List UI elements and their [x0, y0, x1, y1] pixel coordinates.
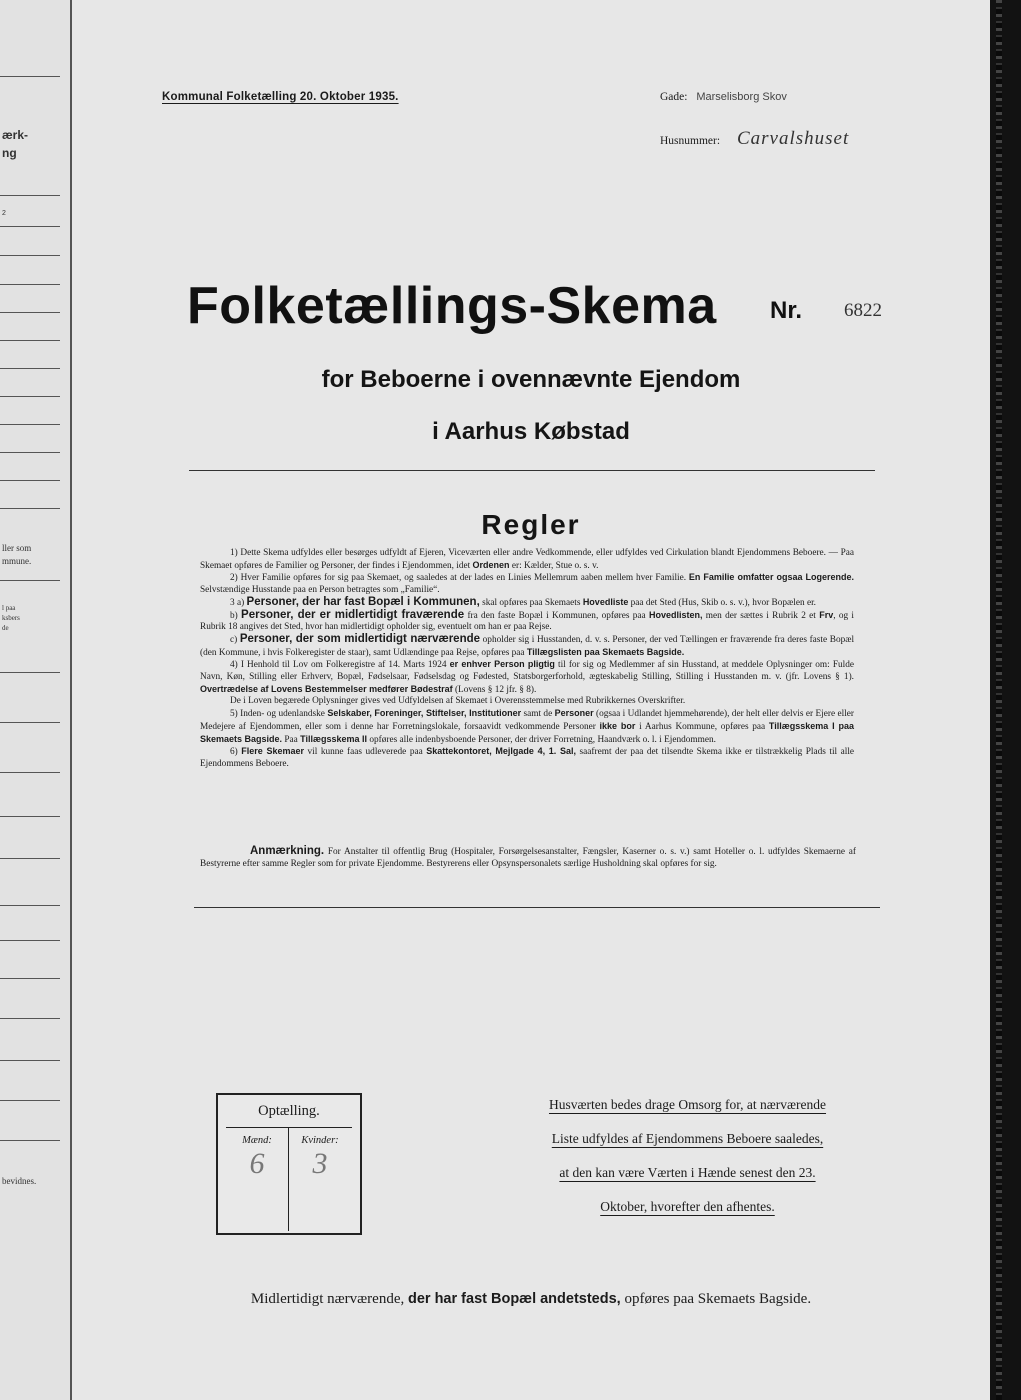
ruled-line — [0, 858, 60, 859]
rule-3c: c) Personer, der som midlertidigt nærværende opholder sig i Husstanden, d. v. s. Personer, der ved Tællingen er fraværende fra deres faste Bopæl (den Kommune, i hvis Folkeregister de staar), samt Udlændinge paa Rejse, opføres paa Tillægslisten paa Skemaets Bagside. — [200, 632, 855, 658]
form-number-value: 6822 — [844, 300, 882, 321]
ruled-line — [0, 940, 60, 941]
rule-1: 1) Dette Skema udfyldes eller besørges udfyldt af Ejeren, Viceværten eller andre Vedkommende, eller udfyldes ved Cirkulation blandt Ejendommens Beboere. — Paa Skemaet opføres de Familier og Personer, der findes i Ejendommen, idet Ordenen er: Kælder, Stue o. s. v. — [200, 548, 854, 571]
ruled-line — [0, 672, 60, 673]
house-number-value: Carvalshuset — [736, 128, 850, 149]
rule-5: 5) Inden- og udenlandske Selskaber, Foreninger, Stiftelser, Institutioner samt de Personer (ogsaa i Udlandet hjemmehørende), der helt eller delvis er Ejere eller Medejere af Ejendommen, eller som i denne har Forretningslokale, forsaavidt vedkommende Personer ikke bor i Aarhus Kommune, opføres paa Tillægsskema I paa Skemaets Bagside. Paa Tillægsskema II opføres alle indenbysboende Personer, der driver Forretning, Haandværk o. l. i Ejendommen. — [200, 708, 855, 745]
ruled-line — [0, 340, 60, 341]
remark-label: Anmærkning. — [250, 845, 325, 857]
landlord-notice — [520, 1097, 855, 1227]
ruled-line — [0, 772, 60, 773]
rule-6: 6) Flere Skemaer vil kunne faas udleverede paa Skattekontoret, Mejlgade 4, 1. Sal, saafremt der paa det tilsendte Skema ikke er tilstrækkelig Plads til alle Ejendommens Beboere. — [200, 746, 855, 769]
form-title: Folketællings-Skema — [187, 277, 717, 335]
rules-text — [200, 548, 854, 771]
ruled-line — [0, 312, 60, 313]
ruled-line — [0, 1060, 60, 1061]
rules-heading: Regler — [481, 509, 581, 540]
ruled-line — [0, 905, 60, 906]
rule-4b: De i Loven begærede Oplysninger gives ved Udfyldelsen af Skemaet i Overensstemmelse med Rubrikkernes Overskrifter. — [230, 696, 686, 707]
census-form-page — [72, 0, 990, 1400]
notice-line: Husværten bedes drage Omsorg for, at nærværende — [548, 1097, 827, 1112]
rule-4: 4) I Henhold til Lov om Folkeregistre af 14. Marts 1924 er enhver Person pligtig til for sig og Medlemmer af sin Husstand, at meddele Oplysninger om: Fulde Navn, Køn, Stilling eller Erhverv, Bopæl, Fødselsaar, Fødselsdag og Fødested, Statsborgerforhold, ægteskabelig Stilling, Stilling i Husstanden m. v. (jfr. Lovens § 1). Overtrædelse af Lovens Bestemmelser medfører Bødestraf (Lovens § 12 jfr. § 8). — [200, 659, 854, 695]
ruled-line — [0, 368, 60, 369]
ruled-line — [0, 396, 60, 397]
ruled-line — [0, 76, 60, 77]
rule-3a: 3 a) Personer, der har fast Bopæl i Kommunen, skal opføres paa Skemaets Hovedliste paa det Sted (Hus, Skib o. s. v.), hvor Bopælen er. — [230, 595, 816, 608]
remark-text: For Anstalter til offentlig Brug (Hospitaler, Forsørgelsesanstalter, Fængsler, Kaserner o. s. v.) samt Hoteller o. l. udfyldes Skemaerne af Bestyrerne efter samme Regler som for private Ejendomme. Bestyrerens eller Opsynspersonalets særlige Husholdning skal opføres for sig. — [200, 847, 857, 869]
left-text-fragment: ærk- — [2, 128, 29, 142]
divider — [189, 470, 875, 471]
men-label: Mænd: — [242, 1135, 272, 1146]
left-text-fragment: ksbers — [2, 614, 20, 622]
ruled-line — [0, 255, 60, 256]
ruled-line — [0, 816, 60, 817]
cell-divider — [226, 1127, 352, 1128]
ruled-line — [0, 226, 60, 227]
left-page-fragment — [0, 0, 72, 1400]
ruled-line — [0, 452, 60, 453]
ruled-line — [0, 978, 60, 979]
ruled-line — [0, 508, 60, 509]
ruled-line — [0, 1100, 60, 1101]
left-text-fragment: l paa — [2, 604, 16, 612]
left-text-fragment: ng — [2, 146, 17, 160]
street-row — [660, 91, 787, 103]
binding-strip — [996, 0, 1002, 1400]
notice-line: Oktober, hvorefter den afhentes. — [600, 1199, 775, 1214]
left-text-fragment: de — [2, 624, 9, 632]
count-box — [216, 1093, 362, 1235]
ruled-line — [0, 284, 60, 285]
count-box-title: Optælling. — [258, 1103, 320, 1119]
form-subtitle-1: for Beboerne i ovennævnte Ejendom — [321, 366, 741, 393]
notice-line: at den kan være Værten i Hænde senest den 23. — [559, 1165, 816, 1180]
book-binding-edge — [990, 0, 1021, 1400]
men-value: 6 — [249, 1147, 265, 1180]
women-value: 3 — [312, 1147, 328, 1180]
street-value: Marselisborg Skov — [696, 91, 787, 103]
form-number-label: Nr. — [770, 297, 803, 324]
women-label: Kvinder: — [301, 1135, 339, 1146]
ruled-line — [0, 722, 60, 723]
form-subtitle-2: i Aarhus Købstad — [432, 418, 630, 445]
rule-2: 2) Hver Familie opføres for sig paa Skemaet, og saaledes at der lades en Linies Mellemrum aaben mellem hver Familie. En Familie omfatter ogsaa Logerende. Selvstændige Husstande paa en Person betragtes som „Familie“. — [200, 572, 854, 596]
house-number-row — [660, 128, 849, 150]
notice-line: Liste udfyldes af Ejendommens Beboere saaledes, — [551, 1131, 824, 1146]
left-text-fragment: ller som — [2, 543, 32, 553]
left-text-fragment: 2 — [2, 210, 6, 217]
footer-note: Midlertidigt nærværende, der har fast Bopæl andetsteds, opføres paa Skemaets Bagside. — [250, 1291, 812, 1307]
divider — [194, 907, 880, 908]
rule-3b: b) Personer, der er midlertidigt fraværende fra den faste Bopæl i Kommunen, opføres paa Hovedlisten, men der sættes i Rubrik 2 et Frv, og i Rubrik 18 angives det Sted, hvor han midlertidigt opholder sig, eventuelt om han er paa Rejse. — [200, 608, 855, 633]
ruled-line — [0, 480, 60, 481]
ruled-line — [0, 1018, 60, 1019]
remark — [200, 845, 856, 870]
ruled-line — [0, 580, 60, 581]
ruled-line — [0, 195, 60, 196]
street-label: Gade: — [660, 91, 688, 103]
house-number-label: Husnummer: — [660, 135, 721, 147]
left-text-fragment: bevidnes. — [2, 1176, 37, 1186]
census-title: Kommunal Folketælling 20. Oktober 1935. — [162, 91, 399, 103]
ruled-line — [0, 424, 60, 425]
ruled-line — [0, 1140, 60, 1141]
left-text-fragment: mmune. — [2, 556, 32, 566]
